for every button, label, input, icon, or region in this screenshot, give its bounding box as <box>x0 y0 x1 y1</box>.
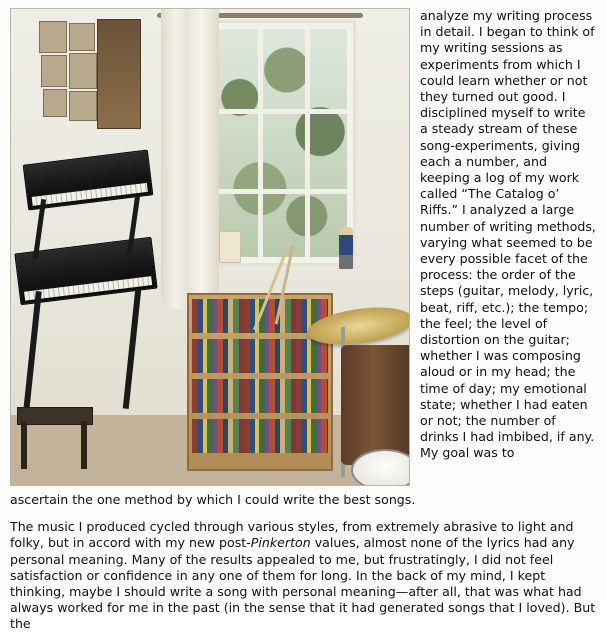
bass-drum <box>341 345 410 465</box>
bench-leg <box>21 421 27 469</box>
books <box>192 419 328 453</box>
keyboard-stand-leg <box>123 289 142 409</box>
framed-pictures <box>39 21 99 121</box>
keyboard-keys <box>24 276 152 301</box>
candle <box>219 231 241 263</box>
bookshelf-row <box>192 419 328 453</box>
bookshelf-row <box>192 339 328 373</box>
paragraph-spacer <box>10 508 597 519</box>
figurine <box>339 227 353 269</box>
curtain <box>161 9 219 309</box>
paragraph-two-part-two: values, almost none of the lyrics had any personal meaning. Many of the results appealed to me, but frustratingly, I did not feel satisfaction or confidence in any one of them for long. In the back of my mind, I kept thinking, maybe I should write a song with personal meaning—after all, that was what had always worked for me in the past (in the sense that it had generated songs that I loved). But the <box>10 535 596 632</box>
room-photograph <box>10 8 410 486</box>
wall-cabinet <box>97 19 141 129</box>
keyboard-keys <box>32 183 148 206</box>
books <box>192 379 328 413</box>
paragraph-one-end: ascertain the one method by which I could write the best songs. <box>10 492 416 507</box>
window-mullion-horizontal <box>213 189 347 194</box>
drum-head <box>351 449 410 486</box>
paragraph-two <box>10 519 597 632</box>
body-full-width <box>10 490 597 633</box>
window <box>207 23 353 263</box>
photo-scene <box>11 9 409 485</box>
bench-leg <box>81 421 87 469</box>
window-mullion-vertical <box>258 29 263 257</box>
bookshelf-row <box>192 379 328 413</box>
paragraph-continued: analyze my writing process in detail. I began to think of my writing sessions as experiments from which I could learn whether or not they turned out good. I disciplined myself to write a steady stream of these song-experiments, giving each a number, and keeping a log of my work called “The Catalog o’ Riffs.” I analyzed a large number of writing methods, varying what seemed to be every possible facet of the process: the order of the steps (guitar, melody, lyric, beat, riff, etc.); the tempo; the feel; the level of distortion on the guitar; whether I was composing aloud or in my head; the time of day; my emotional state; whether I had eaten or not; the number of drinks I had imbibed, if any. My goal was to <box>420 8 596 461</box>
window-foliage <box>213 29 347 257</box>
paragraph-two-part-one: The music I produced cycled through various styles, from extremely abrasive to light and folky, but in accord with my new post- <box>10 519 574 551</box>
window-mullion-horizontal <box>213 109 347 114</box>
album-title-italic: Pinkerton <box>250 535 311 551</box>
window-mullion-vertical <box>305 29 310 257</box>
books <box>192 339 328 373</box>
keyboard-stand-leg <box>22 291 42 421</box>
